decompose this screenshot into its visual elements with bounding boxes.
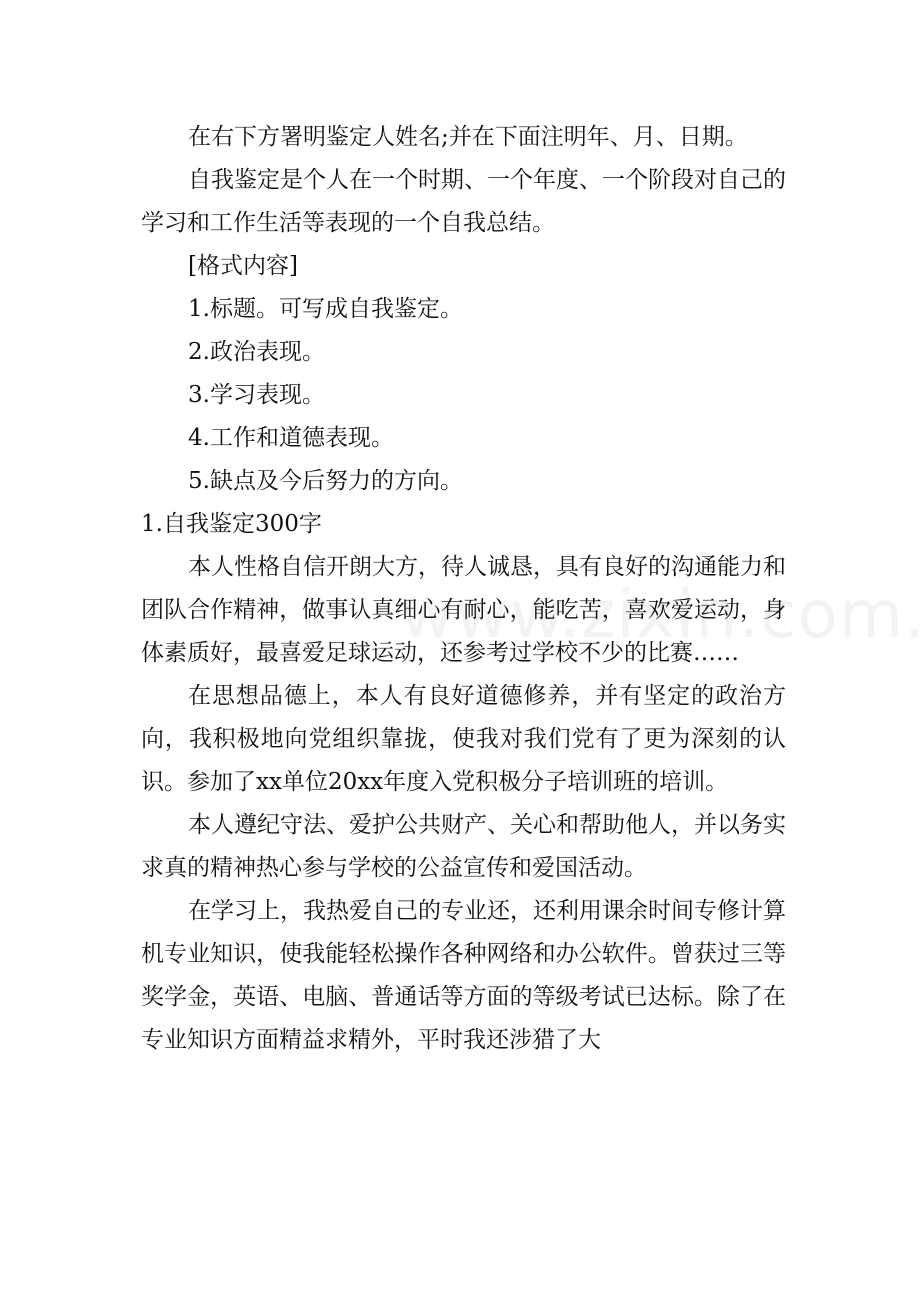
document-body	[141, 116, 786, 1062]
list-item-study: 3.学习表现。	[188, 382, 325, 408]
paragraph-ideology: 在思想品德上，本人有良好道德修养，并有坚定的政治方向，我积极地向党组织靠拢，使我对我们党有了更为深刻的认识。参加了xx单位20xx年度入党积极分子培训班的培训。	[141, 683, 786, 795]
paragraph-conduct: 本人遵纪守法、爱护公共财产、关心和帮助他人，并以务实求真的精神热心参与学校的公益宣传和爱国活动。	[141, 812, 786, 881]
list-item-title: 1.标题。可写成自我鉴定。	[188, 296, 463, 322]
list-item-shortcomings: 5.缺点及今后努力的方向。	[188, 468, 463, 494]
list-item-political: 2.政治表现。	[188, 339, 325, 365]
paragraph-format-heading: [格式内容]	[188, 253, 298, 279]
list-item-work-morals: 4.工作和道德表现。	[188, 425, 394, 451]
paragraph-definition: 自我鉴定是个人在一个时期、一个年度、一个阶段对自己的学习和工作生活等表现的一个自我总结。	[141, 167, 786, 236]
paragraph-personality: 本人性格自信开朗大方，待人诚恳，具有良好的沟通能力和团队合作精神，做事认真细心有耐心，能吃苦，喜欢爱运动，身体素质好，最喜爱足球运动，还参考过学校不少的比赛……	[141, 554, 786, 666]
section-heading: 1.自我鉴定300字	[141, 511, 322, 537]
paragraph-signature-note: 在右下方署明鉴定人姓名;并在下面注明年、月、日期。	[188, 124, 748, 150]
paragraph-study: 在学习上，我热爱自己的专业还，还利用课余时间专修计算机专业知识，使我能轻松操作各种网络和办公软件。曾获过三等奖学金，英语、电脑、普通话等方面的等级考试已达标。除了在专业知识方面精益求精外，平时我还涉猎了大	[141, 898, 786, 1053]
